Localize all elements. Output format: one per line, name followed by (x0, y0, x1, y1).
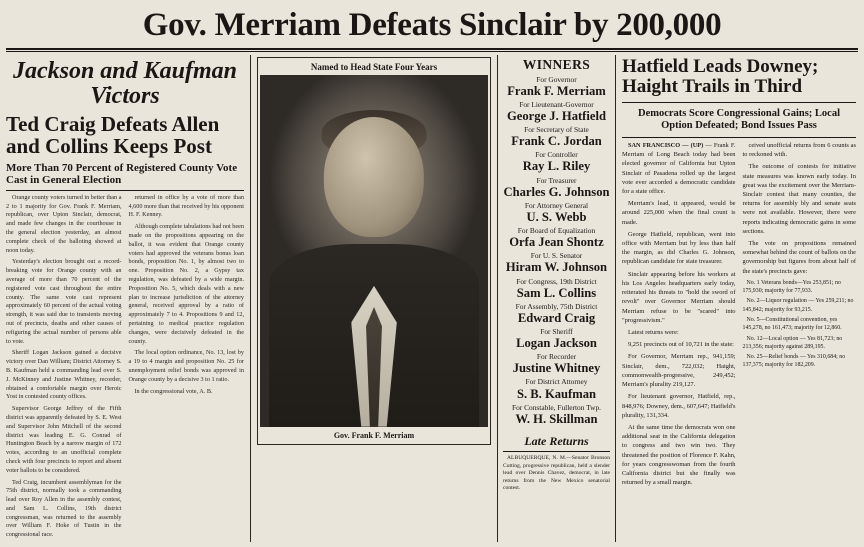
winner-role: For Governor (536, 74, 577, 84)
dateline-text: — Frank F. Merriam of Long Beach today had been elected governor of California but Upton Sinclair of Pasadena rolled up the largest vote ever accorded a democratic candidate for a state office. (622, 141, 736, 195)
paragraph: Merriam's lead, it appeared, would be around 225,000 when the final count is made. (622, 200, 736, 226)
paragraph: Orange county voters turned in better than a 2 to 1 majority for Gov. Frank F. Merriam, republican, over Upton Sinclair, democrat, and made few changes in the courthouse in the general election yesterday, an almost complete check of the balloting showed at noon today. (6, 193, 122, 254)
winner-role: For Controller (535, 150, 578, 160)
winner-name: U. S. Webb (526, 209, 587, 224)
photo-caption-top: Named to Head State Four Years (310, 61, 438, 72)
paragraph: Sheriff Logan Jackson gained a decisive victory over Dan William; District Attorney S. B. Kaufman held a commanding lead over S. J. McKinney and Justine Whitney, recorder, obtained a comfortable margin over Heroic Yost in contested county offices. (6, 349, 122, 401)
photo-caption-bottom: Gov. Frank F. Merriam (333, 430, 415, 440)
winner-name: Frank C. Jordan (511, 134, 602, 149)
divider-thick (6, 48, 858, 50)
winner-name: Logan Jackson (516, 336, 597, 351)
winner-role: For Recorder (536, 352, 577, 362)
divider-thin (6, 51, 858, 52)
paragraph: The local option ordinance, No. 13, lost by a 19 to 4 margin and proposition No. 25 for unemployment relief bonds was approved in Orange county by a decisive 3 to 1 ratio. (128, 349, 244, 383)
divider-late-returns (503, 451, 610, 452)
photo-frame (257, 57, 491, 445)
winner-name: Justine Whitney (512, 361, 601, 376)
proposition-result: No. 2—Liquor regulation — Yes 259,211; no 145,842; majority for 93,215. (742, 298, 854, 313)
proposition-result: No. 5—Constitutional convention, yes 145,278, no 161,473; majority for 12,860. (742, 316, 842, 332)
paragraph: The outcome of contests for initiative state measures was known early today. In great was the excitement over the Merriam-Sinclair contest that many counties, the returns for assembly bly and senate seats were not available. However, there were reports indicating democratic gains in some sections. (742, 163, 856, 235)
headline-hatfield: Hatfield Leads Downey; Haight Trails in Third (622, 55, 819, 98)
divider-right-2 (622, 137, 856, 138)
winner-role: For Sheriff (540, 326, 573, 336)
paragraph: For lieutenant governor, Hatfield, rep., 848,976; Downey, dem., 607,647; Hatfield's plurality, 131,334. (622, 393, 736, 419)
late-returns-title: Late Returns (524, 433, 589, 448)
subhead-vote-cast: More Than 70 Percent of Registered County Vote Cast in General Election (6, 161, 238, 187)
headline-ted-craig: Ted Craig Defeats Allen and Collins Keeps Post (6, 112, 220, 159)
paragraph: Sinclair appearing before his workers at his Los Angeles headquarters early today, reiterated his threats to "hold the sword of revolt" over Governor Merriam should Merriam refuse to be "scared" into "progressivism." (622, 270, 736, 324)
winner-role: For U. S. Senator (530, 251, 583, 261)
left-subcolumns (6, 194, 244, 543)
winner-role: For Lieutenant-Governor (519, 99, 594, 109)
columns-container (6, 55, 858, 542)
paragraph: The vote on propositions remained somewhat behind the count of ballots on the governorship but figures from about half of the state's precincts gave: (742, 240, 856, 275)
paragraph: For Governor, Merriam rep., 941,159; Sinclair, dem., 722,032; Haight, commonwealth-progressive, 249,452; Merriam's plurality 219,127. (622, 353, 736, 389)
left-subcolumn-a (6, 194, 122, 543)
winners-title: WINNERS (522, 56, 591, 72)
winner-name: George J. Hatfield (507, 109, 606, 124)
column-right (616, 55, 856, 542)
paragraph: 9,251 precincts out of 10,721 in the state: (628, 341, 734, 349)
winner-role: For Congress, 19th District (516, 276, 597, 286)
paragraph: ceived unofficial returns from 6 counts as to reckoned with. (742, 141, 856, 159)
right-subcolumn-a (622, 141, 736, 491)
winner-name: Ray L. Riley (522, 159, 591, 174)
proposition-result: No. 12—Local option — Yes 81,723; no 213,356; majority against 289,195. (742, 335, 843, 350)
subhead-democrats: Democrats Score Congressional Gains; Local Option Defeated; Bond Issues Pass (637, 107, 840, 132)
paragraph: Although complete tabulations had not been made on the propositions appearing on the ballot, it was evident that Orange county voters had approved the veterans bonus loan bonds, proposition No. 1, by almost two to one. Proposition No. 2, a Gypsy tax regulation, was defeated by a wide margin. Proposition No. 5, which deals with a new plan to increase jurisdiction of the attorney general, received approval by a ratio of approximately 7 to 4. Propositions 9 and 12, pertaining to medical practice regulation changes, were decisively defeated in the county. (128, 223, 244, 345)
winner-name: S. B. Kaufman (516, 386, 597, 401)
paragraph: In the congressional vote, A. B. (134, 387, 213, 395)
column-photo (250, 55, 498, 542)
left-subcolumn-b (129, 194, 245, 543)
proposition-result: No. 25—Relief bonds — Yes 310,684; no 137,375; majority for 182,209. (742, 354, 846, 369)
winner-role: For Attorney General (524, 200, 589, 210)
winner-name: Edward Craig (517, 310, 596, 325)
winner-role: For Secretary of State (524, 125, 589, 135)
proposition-results (743, 279, 857, 370)
paragraph: Ted Craig, incumbent assemblyman for the 75th district, normally took a commanding lead over Roy Allen in the assembly contest, and Sam L. Collins, 19th district congressman, was returned to the assembly over William F. Hoke of Tustin in the congressional race. (6, 478, 122, 539)
winner-role: For Board of Equalization (517, 226, 596, 236)
paragraph-dateline (622, 141, 736, 196)
headline-jackson-kaufman: Jackson and Kaufman Victors (12, 57, 238, 109)
paragraph: Yesterday's election brought out a record-breaking vote for Orange county with an average of more than 70 percent of the registered vote cast throughout the entire county. The same vote cast represent approximately 60 percent of the actual voting strength, it was said due to transients moving out of precincts, deaths and other causes of refiguring the actual number of persons able to vote. (6, 258, 122, 345)
paragraph: George Hatfield, republican, went into office with Merriam but by less than half the margin, as did Charles G. Johnson, republican candidate for state treasurer. (622, 230, 736, 266)
winner-name: Charles G. Johnson (503, 184, 610, 199)
divider-right-1 (622, 102, 856, 103)
right-subcolumn-b (743, 141, 857, 491)
winner-name: Hiram W. Johnson (505, 260, 608, 275)
proposition-result: No. 1 Veterans bonds—Yes 253,851; no 175,930; majority for 77,933. (742, 279, 841, 295)
winner-name: Orfa Jean Shontz (509, 235, 604, 250)
portrait-face (324, 117, 424, 237)
winner-role: For Treasurer (536, 175, 577, 185)
paragraph: Supervisor George Jeffrey of the Fifth district was apparently defeated by S. E. West and Supervisor John Mitchell of the second district was leading E. G. Conrad of Huntington Beach by a narrow margin of 172 votes, according to an unofficial complete check with four precincts to report and absent voter ballots to be considered. (6, 405, 122, 474)
paragraph: ALBUQUERQUE, N. M.—Senator Bronson Cutting, progressive republican, held a slender lead over Dennis Chavez, democrat, in late returns from the New Mexico senatorial contest. (503, 454, 610, 492)
winner-role: For District Attorney (525, 377, 588, 387)
winner-role: For Assembly, 75th District (515, 301, 598, 311)
dateline: SAN FRANCISCO — (UP) (628, 141, 704, 149)
paragraph: At the same time the democrats won one additional seat in the California delegation to congress and two win two. They threatened the position of Florence F. Kahn, for years congresswoman from the fourth California district but she finally was returned by a small margin. (622, 423, 736, 487)
winner-name: Frank F. Merriam (507, 83, 606, 98)
paragraph: Latest returns were: (628, 329, 679, 337)
column-left (6, 55, 250, 542)
column-winners (498, 55, 616, 542)
winner-name: W. H. Skillman (515, 411, 598, 426)
portrait-photo (260, 75, 488, 427)
page-title: Gov. Merriam Defeats Sinclair by 200,000 (142, 7, 722, 43)
winner-name: Sam L. Collins (516, 285, 597, 300)
winner-role: For Constable, Fullerton Twp. (511, 402, 602, 412)
right-subcolumns (622, 141, 856, 491)
divider-left (6, 190, 244, 191)
late-returns-body (503, 455, 610, 493)
paragraph: returned in office by a vote of more than 4,600 more than that received by his opponent H. F. Kenney. (128, 193, 244, 219)
